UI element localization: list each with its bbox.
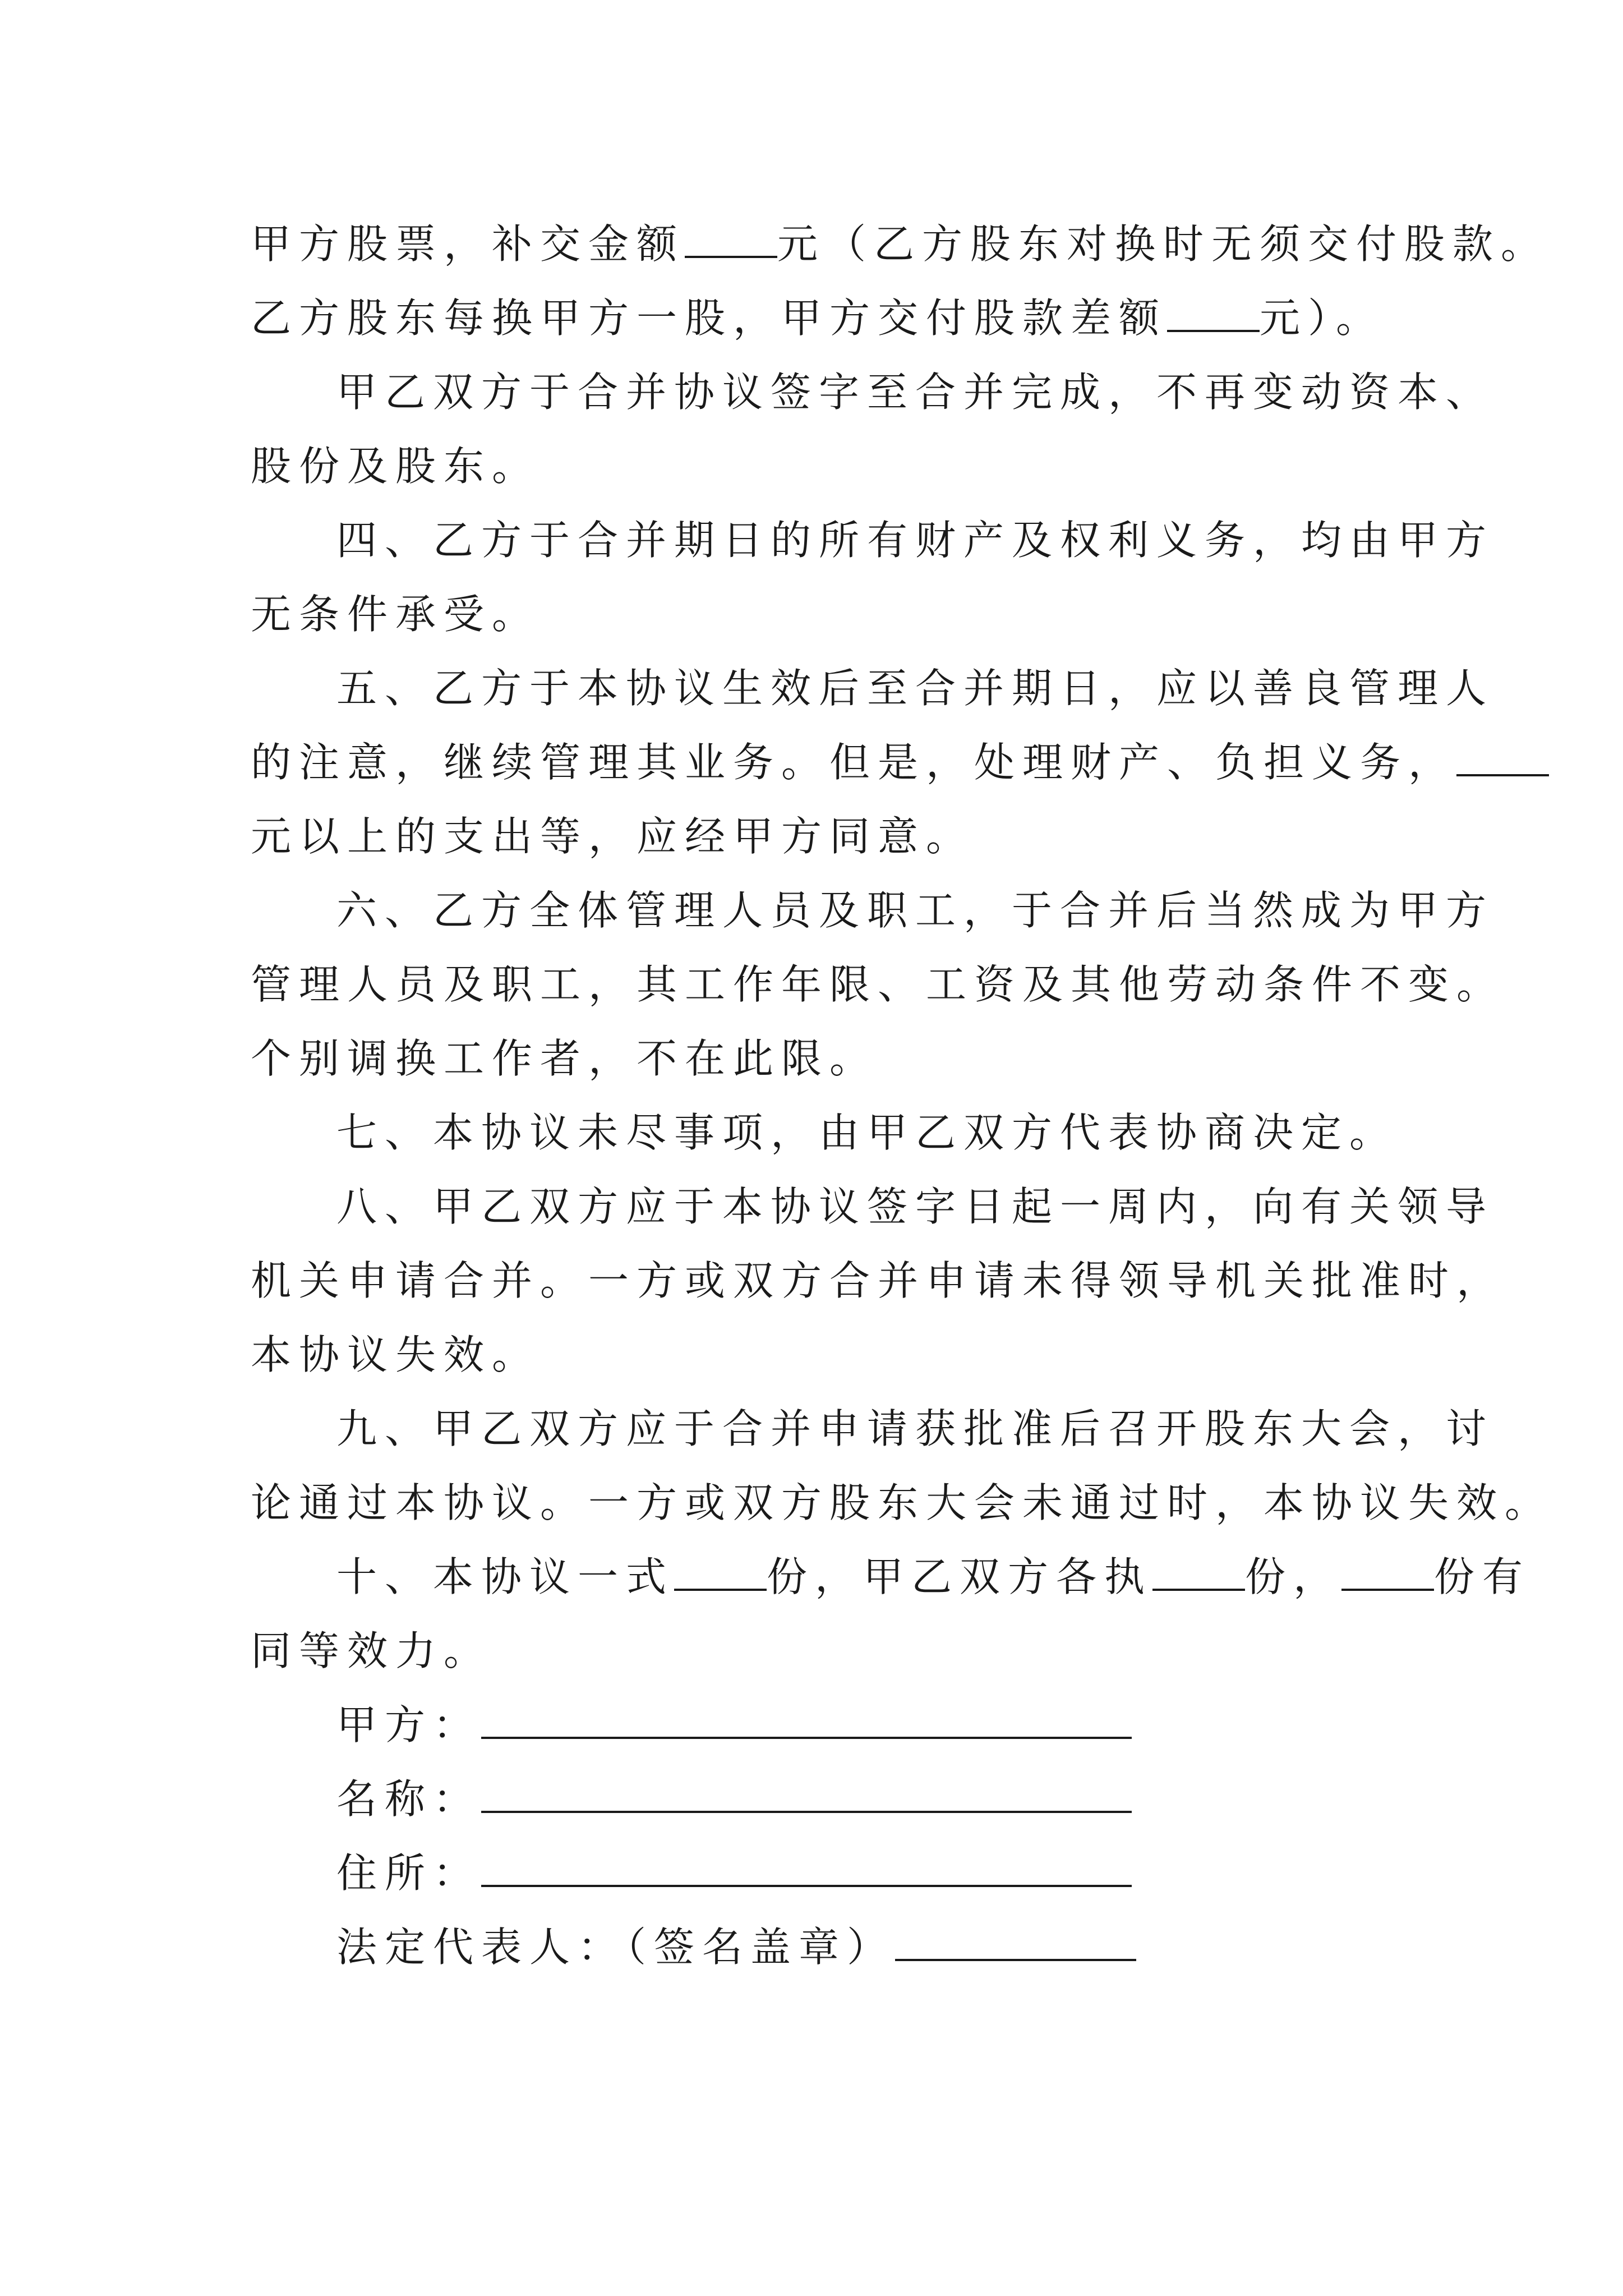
text-line: [336, 1401, 1494, 1457]
text-segment: 份，甲乙双方各执: [767, 1553, 1153, 1600]
text-line: [251, 956, 1505, 1013]
text-segment: 无条件承受。: [251, 591, 541, 638]
party-a-field[interactable]: [481, 1701, 1132, 1739]
signature-name: [336, 1771, 1132, 1827]
address-field[interactable]: [481, 1849, 1132, 1887]
text-segment: 八、甲乙双方应于本协议签字日起一周内，向有关领导: [336, 1183, 1495, 1230]
text-line: [251, 1327, 540, 1383]
text-line: [336, 1549, 1530, 1605]
name-field[interactable]: [481, 1775, 1132, 1813]
fill-blank[interactable]: [1167, 294, 1260, 332]
text-line: [336, 1179, 1494, 1235]
text-line: [251, 1623, 492, 1679]
text-segment: 论通过本协议。一方或双方股东大会未通过时，本协议失效。: [251, 1479, 1553, 1526]
text-line: [336, 882, 1494, 938]
signature-party-a: [336, 1697, 1132, 1753]
fill-blank[interactable]: [685, 220, 777, 258]
text-line: [251, 586, 540, 642]
text-segment: 股份及股东。: [251, 443, 541, 490]
signature-label: 法定代表人：（签名盖章）: [336, 1924, 896, 1971]
fill-blank[interactable]: [1456, 738, 1549, 776]
text-segment: 份有: [1434, 1553, 1531, 1600]
text-segment: 个别调换工作者，不在此限。: [251, 1035, 878, 1082]
text-segment: 七、本协议未尽事项，由甲乙双方代表协商决定。: [336, 1109, 1398, 1156]
text-line: [251, 808, 974, 864]
signature-label: 住所：: [336, 1849, 482, 1897]
signature-label: 甲方：: [336, 1701, 482, 1749]
text-line: [336, 364, 1494, 420]
text-segment: 元以上的支出等，应经甲方同意。: [251, 813, 975, 860]
signature-label: 名称：: [336, 1775, 482, 1823]
text-segment: 本协议失效。: [251, 1331, 541, 1378]
text-segment: 机关申请合并。一方或双方合并申请未得领导机关批准时，: [251, 1257, 1505, 1304]
signature-address: [336, 1845, 1132, 1901]
text-line: [336, 512, 1494, 568]
text-segment: 元（乙方股东对换时无须交付股款。: [777, 220, 1550, 268]
text-line: [251, 1475, 1553, 1531]
text-segment: 九、甲乙双方应于合并申请获批准后召开股东大会，讨: [336, 1405, 1495, 1452]
fill-blank[interactable]: [674, 1553, 767, 1591]
text-segment: 甲乙双方于合并协议签字至合并完成，不再变动资本、: [336, 369, 1495, 416]
text-segment: 六、乙方全体管理人员及职工，于合并后当然成为甲方: [336, 887, 1495, 934]
text-segment: 元）。: [1260, 295, 1385, 342]
text-segment: 五、乙方于本协议生效后至合并期日，应以善良管理人: [336, 665, 1495, 712]
text-segment: 四、乙方于合并期日的所有财产及权利义务，均由甲方: [336, 517, 1495, 564]
text-segment: 份，: [1245, 1553, 1342, 1600]
text-line: [251, 438, 540, 494]
text-line: [336, 660, 1494, 716]
text-segment: 管理人员及职工，其工作年限、工资及其他劳动条件不变。: [251, 961, 1505, 1008]
text-line: [251, 216, 1549, 272]
signature-legal-rep: [336, 1919, 1136, 1975]
text-line: [251, 290, 1384, 346]
text-segment: 乙方股东每换甲方一股，甲方交付股款差额: [251, 295, 1168, 342]
text-line: [251, 734, 1549, 790]
legal-rep-field[interactable]: [895, 1923, 1136, 1961]
fill-blank[interactable]: [1341, 1553, 1434, 1591]
fill-blank[interactable]: [1152, 1553, 1245, 1591]
text-segment: 同等效力。: [251, 1627, 492, 1674]
text-line: [251, 1253, 1505, 1309]
text-segment: 的注意，继续管理其业务。但是，处理财产、负担义务，: [251, 739, 1457, 786]
text-segment: 甲方股票，补交金额: [251, 220, 685, 268]
text-line: [336, 1105, 1398, 1161]
text-segment: 十、本协议一式: [336, 1553, 675, 1600]
text-line: [251, 1030, 878, 1087]
